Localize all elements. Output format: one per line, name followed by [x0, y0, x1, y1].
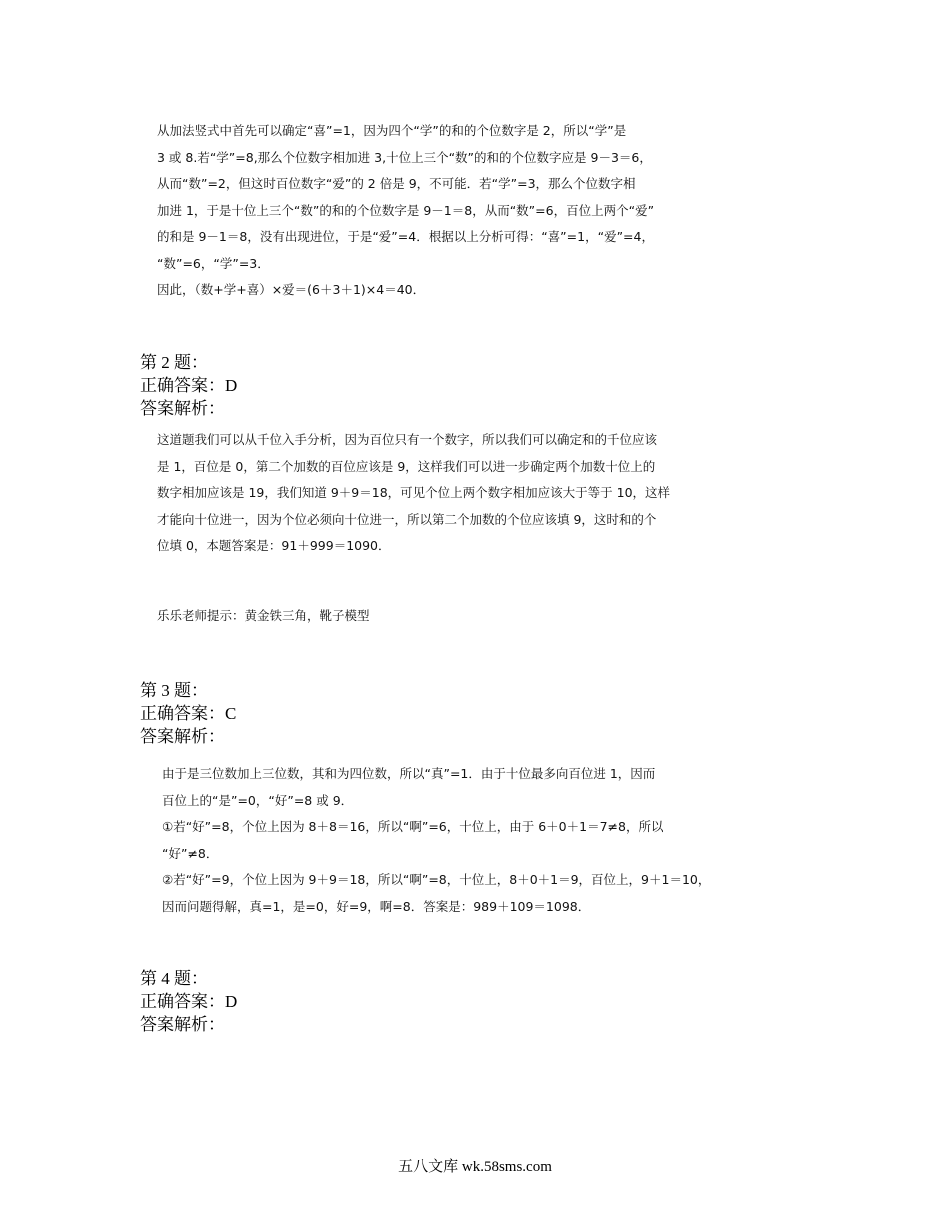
q3-line-6: 因而问题得解，真=1，是=0，好=9，啊=8．答案是：989＋109＝1098．	[162, 898, 591, 914]
q2-line-5: 位填 0，本题答案是：91＋999＝1090．	[157, 538, 391, 553]
q3-header	[140, 679, 236, 748]
q3-explanation	[162, 761, 727, 920]
q3-line-5: ②若“好”=9，个位上因为 9＋9＝18，所以“啊”=8，十位上，8＋0＋1＝9，百位上，9＋1＝10，	[162, 872, 711, 887]
q2-line-4: 才能向十位进一，因为个位必须向十位进一，所以第二个加数的个位应该填 9，这时和的个	[157, 511, 657, 527]
q3-answer: 正确答案：C	[140, 704, 237, 723]
q2-explanation	[157, 427, 722, 560]
q1-explanation	[157, 118, 722, 304]
q1-line-2: 3 或 8.若“学”=8,那么个位数字相加进 3,十位上三个“数”的和的个位数字应是 9－3＝6，	[157, 149, 652, 165]
q2-title: 第 2 题：	[140, 353, 208, 372]
q2-line-1: 这道题我们可以从千位入手分析，因为百位只有一个数字，所以我们可以确定和的千位应该	[157, 432, 658, 447]
q1-line-6: “数”=6，“学”=3．	[157, 255, 270, 271]
q3-line-2: 百位上的“是”=0，“好”=8 或 9．	[162, 792, 354, 808]
footer-watermark: 五八文库 wk.58sms.com	[398, 1159, 552, 1175]
q3-line-1: 由于是三位数加上三位数，其和为四位数，所以“真”=1．由于十位最多向百位进 1，因而	[162, 766, 656, 781]
q1-line-1: 从加法竖式中首先可以确定“喜”=1，因为四个“学”的和的个位数字是 2，所以“学”是	[157, 123, 627, 138]
q3-analysis-label: 答案解析：	[140, 727, 225, 746]
q3-title: 第 3 题：	[140, 681, 208, 700]
q3-line-3: ①若“好”=8，个位上因为 8＋8＝16，所以“啊”=6，十位上，由于 6＋0＋1＝7≠8，所以	[162, 819, 664, 834]
q1-line-7: 因此，（数+学+喜）×爱＝(6＋3＋1)×4＝40．	[157, 282, 426, 297]
q1-line-4: 加进 1，于是十位上三个“数”的和的个位数字是 9－1＝8，从而“数”=6，百位上两个“爱”	[157, 202, 655, 218]
q4-answer: 正确答案：D	[140, 992, 238, 1011]
q2-answer: 正确答案：D	[140, 376, 238, 395]
teacher-hint: 乐乐老师提示：黄金铁三角，靴子模型	[157, 608, 370, 623]
q2-line-2: 是 1，百位是 0，第二个加数的百位应该是 9，这样我们可以进一步确定两个加数十位上的	[157, 458, 656, 474]
q1-line-5: 的和是 9－1＝8，没有出现进位，于是“爱”=4．根据以上分析可得：“喜”=1，“爱”=4，	[157, 229, 654, 244]
q2-analysis-label: 答案解析：	[140, 399, 225, 418]
q4-header	[140, 967, 237, 1036]
q4-title: 第 4 题：	[140, 969, 208, 988]
q2-line-3: 数字相加应该是 19，我们知道 9＋9＝18，可见个位上两个数字相加应该大于等于 10，这样	[157, 485, 671, 500]
q1-line-3: 从而“数”=2，但这时百位数字“爱”的 2 倍是 9，不可能．若“学”=3，那么个位数字相	[157, 176, 636, 191]
q4-analysis-label: 答案解析：	[140, 1015, 225, 1034]
q3-line-4: “好”≠8．	[162, 845, 219, 861]
q2-header	[140, 351, 237, 420]
